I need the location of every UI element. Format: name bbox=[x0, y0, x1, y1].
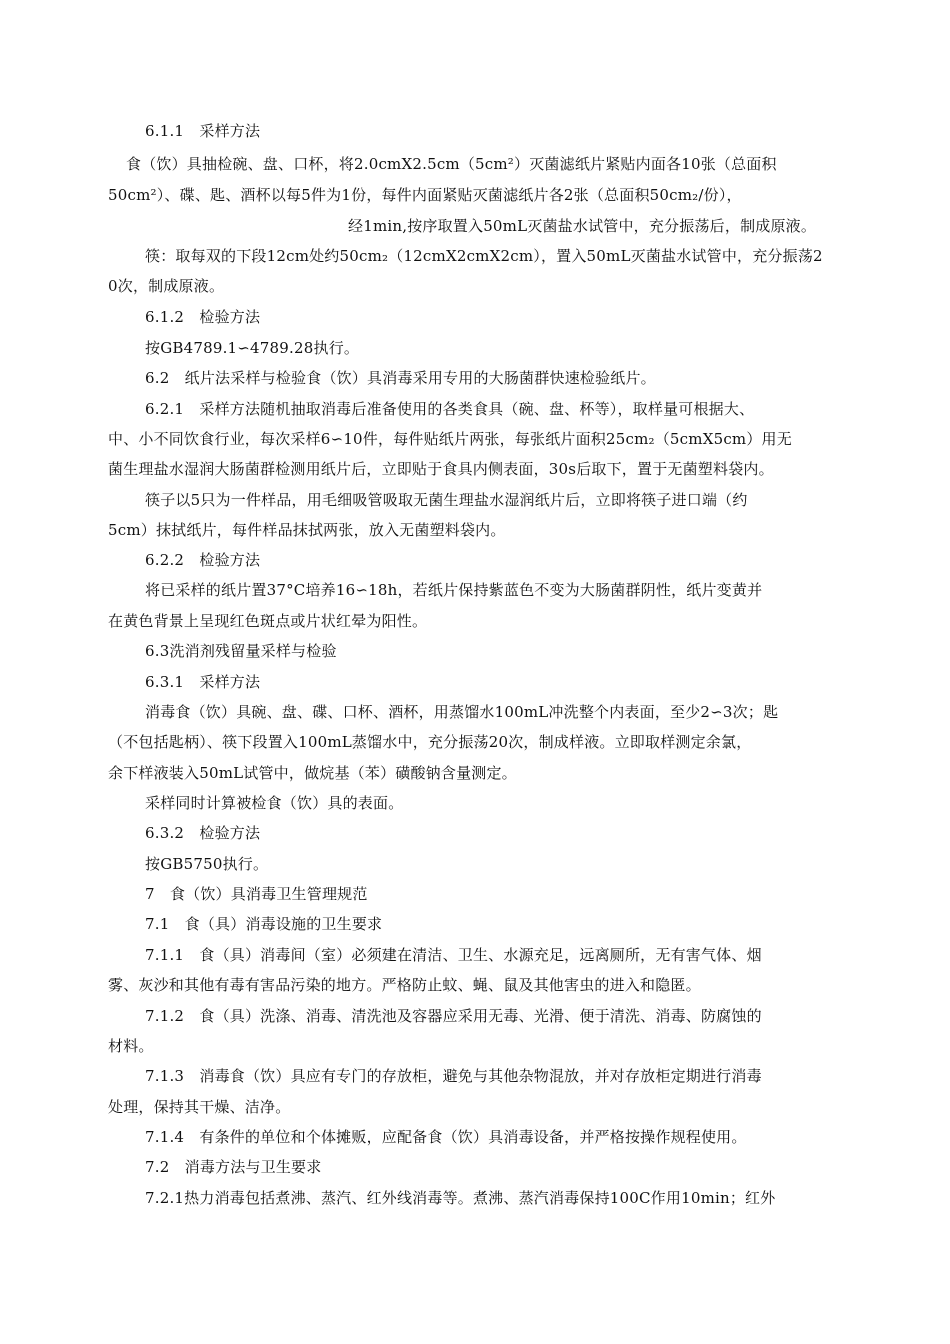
paragraph-line: 50cm²）、碟、匙、酒杯以每5件为1份，每件内面紧贴灭菌滤纸片各2张（总面积50cm₂/份）， bbox=[108, 186, 742, 204]
paragraph-line: 雾、灰沙和其他有毒有害品污染的地方。严格防止蚊、蝇、鼠及其他害虫的进入和隐匿。 bbox=[108, 976, 701, 994]
paragraph-line: 按GB5750执行。 bbox=[145, 855, 269, 873]
paragraph-line: 菌生理盐水湿润大肠菌群检测用纸片后，立即贴于食具内侧表面，30s后取下，置于无菌塑料袋内。 bbox=[108, 460, 774, 478]
section-heading-6-3-1: 6.3.1 采样方法 bbox=[145, 673, 261, 691]
section-heading-7-2: 7.2 消毒方法与卫生要求 bbox=[145, 1158, 322, 1176]
paragraph-line: 食（饮）具抽检碗、盘、口杯，将2.0cmX2.5cm（5cm²）灭菌滤纸片紧贴内面各10张（总面积 bbox=[126, 155, 777, 173]
paragraph-line: 在黄色背景上呈现红色斑点或片状红晕为阳性。 bbox=[108, 612, 428, 630]
section-heading-6-3-2: 6.3.2 检验方法 bbox=[145, 824, 261, 842]
paragraph-line: 5cm）抹拭纸片，每件样品抹拭两张，放入无菌塑料袋内。 bbox=[108, 521, 506, 539]
section-heading-7-1: 7.1 食（具）消毒设施的卫生要求 bbox=[145, 915, 383, 933]
paragraph-line: 将已采样的纸片置37°C培养16∽18h，若纸片保持紫蓝色不变为大肠菌群阴性，纸片变黄并 bbox=[145, 581, 763, 599]
paragraph-line: 按GB4789.1∽4789.28执行。 bbox=[145, 339, 360, 357]
paragraph-line: 余下样液装入50mL试管中，做烷基（苯）磺酸钠含量测定。 bbox=[108, 764, 517, 782]
paragraph-line: 中、小不同饮食行业，每次采样6∽10件，每件贴纸片两张，每张纸片面积25cm₂（5cmX5cm）用无 bbox=[108, 430, 792, 448]
paragraph-line: 筷：取每双的下段12cm处约50cm₂（12cmX2cmX2cm），置入50mL灭菌盐水试管中，充分振荡2 bbox=[145, 247, 823, 265]
paragraph-line: 7.1.3 消毒食（饮）具应有专门的存放柜，避免与其他杂物混放，并对存放柜定期进行消毒 bbox=[145, 1067, 762, 1085]
paragraph-line: 0次，制成原液。 bbox=[108, 277, 225, 295]
paragraph-line: 材料。 bbox=[108, 1037, 154, 1055]
section-heading-6-2-2: 6.2.2 检验方法 bbox=[145, 551, 261, 569]
paragraph-line: 7.2.1热力消毒包括煮沸、蒸汽、红外线消毒等。煮沸、蒸汽消毒保持100C作用10min；红外 bbox=[145, 1189, 776, 1207]
paragraph-line: 7.1.4 有条件的单位和个体摊贩，应配备食（饮）具消毒设备，并严格按操作规程使用。 bbox=[145, 1128, 747, 1146]
paragraph-line: 消毒食（饮）具碗、盘、碟、口杯、酒杯，用蒸馏水100mL冲洗整个内表面，至少2∽3次；匙 bbox=[145, 703, 779, 721]
section-heading-6-3: 6.3洗消剂残留量采样与检验 bbox=[145, 642, 337, 660]
section-heading-6-2: 6.2 纸片法采样与检验食（饮）具消毒采用专用的大肠菌群快速检验纸片。 bbox=[145, 369, 656, 387]
section-heading-7: 7 食（饮）具消毒卫生管理规范 bbox=[145, 885, 368, 903]
paragraph-line: （不包括匙柄）、筷下段置入100mL蒸馏水中，充分振荡20次，制成样液。立即取样测定余氯， bbox=[108, 733, 752, 751]
section-heading-6-1-2: 6.1.2 检验方法 bbox=[145, 308, 261, 326]
paragraph-line: 7.1.1 食（具）消毒间（室）必须建在清洁、卫生、水源充足，远离厕所，无有害气体、烟 bbox=[145, 946, 762, 964]
paragraph-line: 7.1.2 食（具）洗涤、消毒、清洗池及容器应采用无毒、光滑、便于清洗、消毒、防腐蚀的 bbox=[145, 1007, 762, 1025]
paragraph-line: 处理，保持其干燥、洁净。 bbox=[108, 1098, 291, 1116]
paragraph-line: 经1min,按序取置入50mL灭菌盐水试管中，充分振荡后，制成原液。 bbox=[348, 217, 817, 235]
paragraph-line: 6.2.1 采样方法随机抽取消毒后准备使用的各类食具（碗、盘、杯等），取样量可根据大、 bbox=[145, 400, 755, 418]
paragraph-line: 筷子以5只为一件样品，用毛细吸管吸取无菌生理盐水湿润纸片后，立即将筷子进口端（约 bbox=[145, 491, 748, 509]
section-heading-6-1-1: 6.1.1 采样方法 bbox=[145, 122, 261, 140]
paragraph-line: 采样同时计算被检食（饮）具的表面。 bbox=[145, 794, 404, 812]
